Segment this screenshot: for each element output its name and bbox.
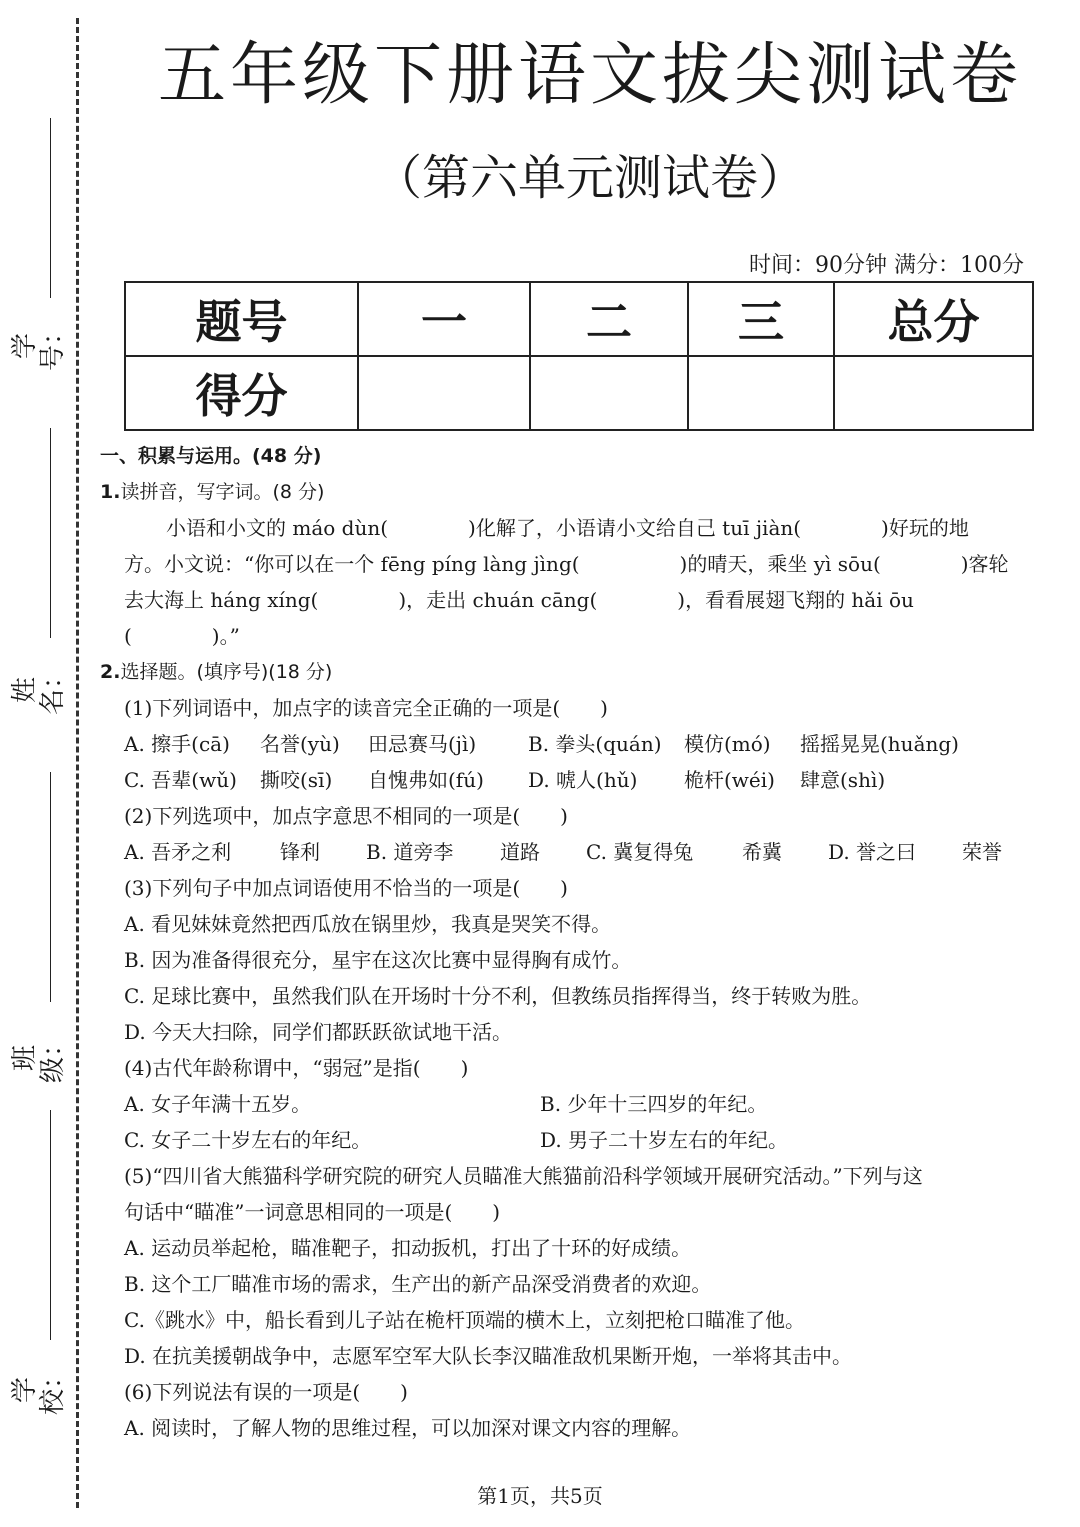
q2-4-row-ab bbox=[124, 1086, 1039, 1122]
score-header-part-3: 三 bbox=[688, 282, 834, 356]
q2-6-option-a: A. 阅读时，了解人物的思维过程，可以加深对课文内容的理解。 bbox=[124, 1416, 692, 1440]
q1-line-2: 方。小文说：“你可以在一个 fēng píng làng jìng( )的晴天，乘坐 yì sōu( )客轮 bbox=[124, 552, 1009, 576]
q2-4-row-cd bbox=[124, 1122, 1039, 1158]
q2-3-option-c: C. 足球比赛中，虽然我们队在开场时十分不利，但教练员指挥得当，终于转败为胜。 bbox=[124, 984, 872, 1008]
q2-2-option: 希冀 bbox=[742, 840, 782, 864]
question-1-text: 读拼音，写字词。(8 分) bbox=[120, 481, 325, 503]
q2-2-option: A. 吾矛之利 bbox=[124, 840, 232, 864]
q2-2-option: 锋利 bbox=[280, 840, 320, 864]
page-number: 第1页，共5页 bbox=[477, 1484, 603, 1508]
binding-dashed-line bbox=[76, 18, 79, 1508]
q2-5-option-d: D. 在抗美援朝战争中，志愿军空军大队长李汉瞄准敌机果断开炮，一举将其击中。 bbox=[124, 1344, 853, 1368]
q2-4-option-d: D. 男子二十岁左右的年纪。 bbox=[540, 1128, 789, 1152]
score-cell-part-3[interactable] bbox=[688, 356, 834, 430]
score-header-total: 总分 bbox=[834, 282, 1033, 356]
q2-4-option-b: B. 少年十三四岁的年纪。 bbox=[540, 1092, 768, 1116]
q2-1-option: 摇摇晃晃(huǎng) bbox=[800, 732, 959, 756]
q1-line-1: 小语和小文的 máo dùn( )化解了，小语请小文给自己 tuī jiàn( )好玩的地 bbox=[166, 516, 969, 540]
school-label: 学校： bbox=[10, 1362, 68, 1415]
score-header-part-2: 二 bbox=[530, 282, 688, 356]
q2-2-option: D. 誉之曰 bbox=[828, 840, 917, 864]
q2-1-option: 模仿(mó) bbox=[684, 732, 771, 756]
score-cell-part-2[interactable] bbox=[530, 356, 688, 430]
q2-5-option-a: A. 运动员举起枪，瞄准靶子，扣动扳机，打出了十环的好成绩。 bbox=[124, 1236, 692, 1260]
q2-2-option: 道路 bbox=[500, 840, 540, 864]
q2-1-option: 名誉(yù) bbox=[260, 732, 340, 756]
name-label: 姓名： bbox=[10, 662, 68, 715]
q2-1-option: 桅杆(wéi) bbox=[684, 768, 775, 792]
q2-3-stem: (3)下列句子中加点词语使用不恰当的一项是( ) bbox=[124, 876, 568, 900]
q2-1-option: 田忌赛马(jì) bbox=[368, 732, 477, 756]
class-line bbox=[50, 772, 51, 1002]
time-and-score-info: 时间：90分钟 满分：100分 bbox=[749, 253, 1024, 278]
q2-5-stem-line-1: (5)“四川省大熊猫科学研究院的研究人员瞄准大熊猫前沿科学领域开展研究活动。”下列与这 bbox=[124, 1164, 923, 1188]
q2-2-option: B. 道旁李 bbox=[366, 840, 454, 864]
q2-4-option-a: A. 女子年满十五岁。 bbox=[124, 1092, 312, 1116]
q2-2-row bbox=[124, 834, 1039, 870]
q2-2-stem: (2)下列选项中，加点字意思不相同的一项是( ) bbox=[124, 804, 568, 828]
q2-1-option: D. 唬人(hǔ) bbox=[528, 768, 638, 792]
q2-1-option: 撕咬(sī) bbox=[260, 768, 333, 792]
q2-1-stem: (1)下列词语中，加点字的读音完全正确的一项是( ) bbox=[124, 696, 608, 720]
student-id-line bbox=[50, 118, 51, 298]
score-table bbox=[124, 281, 1034, 431]
question-1-title bbox=[100, 474, 1015, 510]
q2-4-stem: (4)古代年龄称谓中，“弱冠”是指( ) bbox=[124, 1056, 469, 1080]
score-row-label: 得分 bbox=[125, 356, 358, 430]
score-cell-part-1[interactable] bbox=[358, 356, 530, 430]
q2-1-option: 肆意(shì) bbox=[800, 768, 886, 792]
q2-1-option: C. 吾辈(wǔ) bbox=[124, 768, 237, 792]
score-header-question-number: 题号 bbox=[125, 282, 358, 356]
exam-subtitle: （第六单元测试卷） bbox=[373, 150, 806, 206]
score-header-part-1: 一 bbox=[358, 282, 530, 356]
score-cell-total[interactable] bbox=[834, 356, 1033, 430]
q2-3-option-d: D. 今天大扫除，同学们都跃跃欲试地干活。 bbox=[124, 1020, 513, 1044]
exam-title: 五年级下册语文拔尖测试卷 bbox=[157, 36, 1022, 115]
question-2-text: 选择题。(填序号)(18 分) bbox=[120, 661, 333, 683]
q2-5-option-c: C.《跳水》中，船长看到儿子站在桅杆顶端的横木上，立刻把枪口瞄准了他。 bbox=[124, 1308, 805, 1332]
q2-1-row-cd bbox=[124, 762, 1039, 798]
student-id-label: 学号： bbox=[10, 318, 68, 371]
question-2-number: 2. bbox=[100, 661, 121, 683]
q2-3-option-a: A. 看见妹妹竟然把西瓜放在锅里炒，我真是哭笑不得。 bbox=[124, 912, 612, 936]
q2-4-option-c: C. 女子二十岁左右的年纪。 bbox=[124, 1128, 372, 1152]
question-1-number: 1. bbox=[100, 481, 121, 503]
q2-1-option: B. 拳头(quán) bbox=[528, 732, 662, 756]
q2-1-row-ab bbox=[124, 726, 1039, 762]
q2-1-option: 自愧弗如(fú) bbox=[368, 768, 484, 792]
q2-6-stem: (6)下列说法有误的一项是( ) bbox=[124, 1380, 408, 1404]
school-line bbox=[50, 1110, 51, 1340]
section-1-heading: 一、积累与运用。(48 分) bbox=[100, 445, 322, 467]
q2-5-option-b: B. 这个工厂瞄准市场的需求，生产出的新产品深受消费者的欢迎。 bbox=[124, 1272, 712, 1296]
q2-1-option: A. 擦手(cā) bbox=[124, 732, 230, 756]
q2-2-option: C. 冀复得兔 bbox=[586, 840, 694, 864]
q2-5-stem-line-2: 句话中“瞄准”一词意思相同的一项是( ) bbox=[124, 1200, 501, 1224]
question-2-title bbox=[100, 654, 1015, 690]
class-label: 班级： bbox=[10, 1030, 68, 1083]
q1-line-3: 去大海上 háng xíng( )，走出 chuán cāng( )，看看展翅飞翔的 hǎi ōu bbox=[124, 588, 914, 612]
q2-3-option-b: B. 因为准备得很充分，星宇在这次比赛中显得胸有成竹。 bbox=[124, 948, 632, 972]
q2-2-option: 荣誉 bbox=[962, 840, 1002, 864]
name-line bbox=[50, 428, 51, 638]
q1-line-4: ( )。” bbox=[124, 624, 240, 648]
